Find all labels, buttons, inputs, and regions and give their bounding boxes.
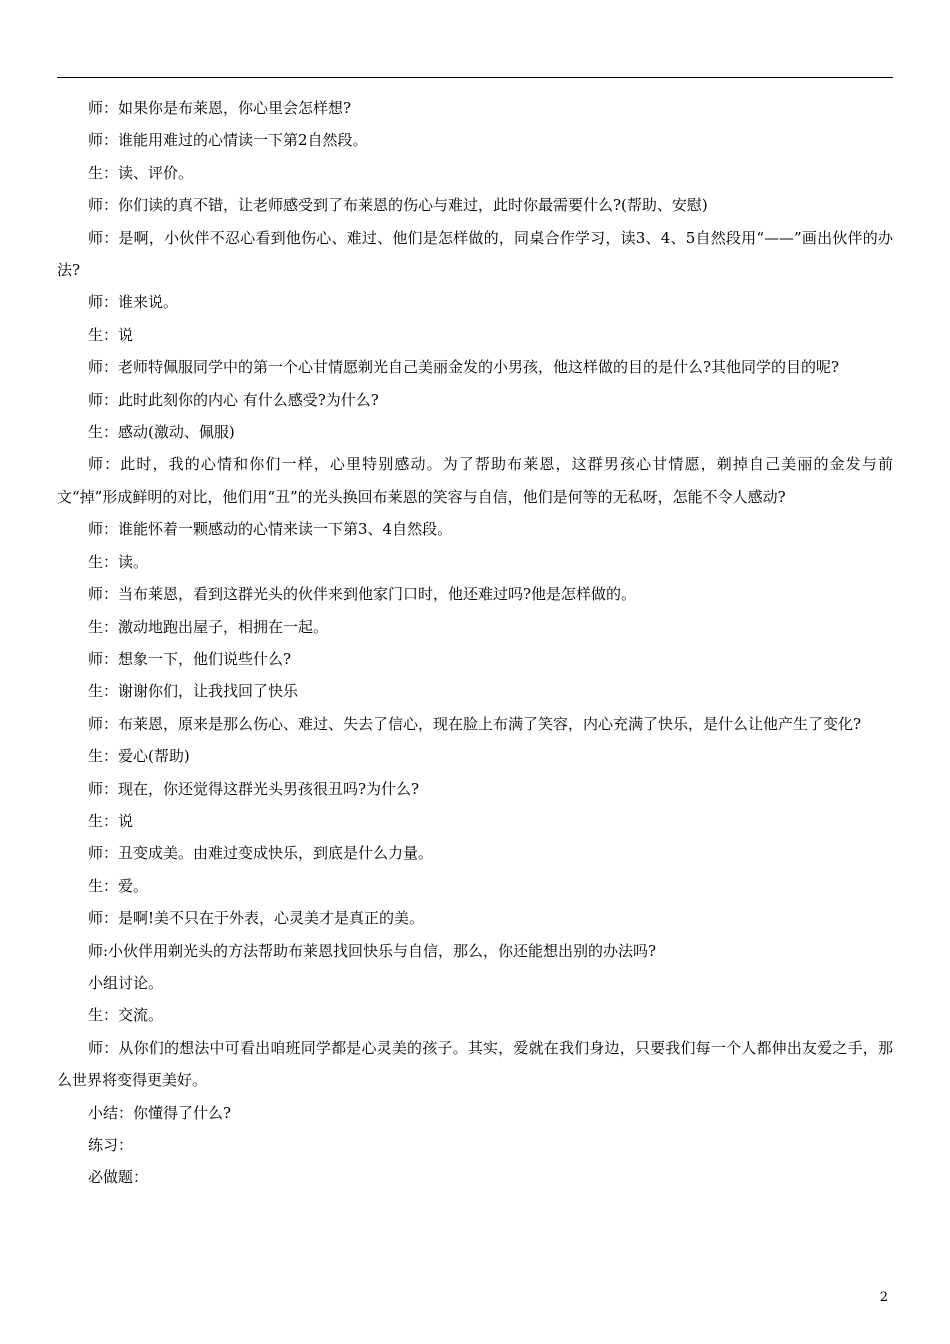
- paragraph: 生：说: [88, 811, 134, 830]
- paragraph: 师：如果你是布莱恩，你心里会怎样想?: [88, 99, 352, 117]
- paragraph: 师：谁能用难过的心情读一下第2自然段。: [88, 131, 368, 150]
- paragraph: 练习：: [88, 1136, 134, 1154]
- paragraph: 小结：你懂得了什么?: [88, 1103, 232, 1122]
- paragraph: 生：说: [88, 325, 134, 344]
- paragraph: 师：此时此刻你的内心 有什么感受?为什么?: [88, 390, 379, 409]
- document-body: [57, 92, 893, 1194]
- paragraph: 师：老师特佩服同学中的第一个心甘情愿剃光自己美丽金发的小男孩，他这样做的目的是什么?其他同学的目的呢?: [88, 358, 840, 377]
- page-number: 2: [879, 1290, 888, 1305]
- paragraph: 生：爱。: [88, 876, 149, 895]
- paragraph: 师：此时，我的心情和你们一样，心里特别感动。为了帮助布莱恩，这群男孩心甘情愿，剃掉自己美丽的金发与前文“掉”形成鲜明的对比，他们用“丑”的光头换回布莱恩的笑容与自信，他们是何等的无私呀，怎能不令人感动?: [57, 455, 893, 506]
- paragraph: 生：读、评价。: [88, 163, 194, 182]
- paragraph: 师：现在，你还觉得这群光头男孩很丑吗?为什么?: [88, 779, 420, 798]
- paragraph: 师：当布莱恩，看到这群光头的伙伴来到他家门口时，他还难过吗?他是怎样做的。: [88, 585, 637, 604]
- paragraph: 生：谢谢你们，让我找回了快乐: [88, 682, 299, 701]
- paragraph: 生：读。: [88, 552, 149, 571]
- paragraph: 师：布莱恩，原来是那么伤心、难过、失去了信心，现在脸上布满了笑容，内心充满了快乐，是什么让他产生了变化?: [88, 714, 862, 733]
- paragraph: 师：你们读的真不错，让老师感受到了布莱恩的伤心与难过，此时你最需要什么?(帮助、安慰): [88, 196, 708, 215]
- paragraph: 师:小伙伴用剃光头的方法帮助布莱恩找回快乐与自信，那么，你还能想出别的办法吗?: [88, 941, 657, 960]
- paragraph: 必做题：: [88, 1168, 149, 1187]
- paragraph: 师：是啊，小伙伴不忍心看到他伤心、难过、他们是怎样做的，同桌合作学习，读3、4、5自然段用“——”画出伙伴的办法?: [57, 228, 893, 280]
- paragraph: 师：从你们的想法中可看出咱班同学都是心灵美的孩子。其实，爱就在我们身边，只要我们每一个人都伸出友爱之手，那么世界将变得更美好。: [57, 1038, 893, 1090]
- paragraph: 师：谁能怀着一颗感动的心情来读一下第3、4自然段。: [88, 520, 453, 539]
- paragraph: 生：爱心(帮助): [88, 747, 190, 766]
- paragraph: 师：丑变成美。由难过变成快乐，到底是什么力量。: [88, 844, 434, 863]
- paragraph: 生：激动地跑出屋子，相拥在一起。: [88, 617, 329, 636]
- paragraph: 生：感动(激动、佩服): [88, 423, 235, 442]
- paragraph: 师：是啊!美不只在于外表，心灵美才是真正的美。: [88, 909, 425, 928]
- header-rule: [57, 77, 893, 78]
- paragraph: 师：谁来说。: [88, 293, 179, 312]
- paragraph: 师：想象一下，他们说些什么?: [88, 649, 292, 668]
- paragraph: 生：交流。: [88, 1006, 164, 1025]
- paragraph: 小组讨论。: [88, 973, 164, 992]
